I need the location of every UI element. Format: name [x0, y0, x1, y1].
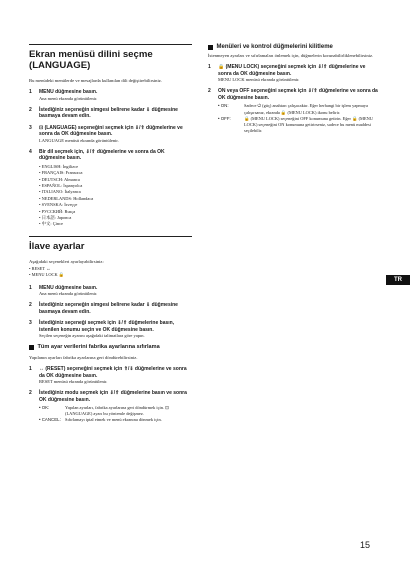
list-item: • MENU LOCK 🔒 [29, 272, 65, 278]
list-item: • RESET ↔ [29, 265, 51, 271]
step-body [39, 320, 192, 339]
option-definition [39, 405, 192, 417]
step-instruction: Bir dil seçmek için, ⇓/⇑ düğmelerine ve sonra da OK düğmesine basın. [39, 148, 165, 162]
lock-steps [208, 64, 378, 101]
step-note: RESET menüsü ekranda görüntülenir. [39, 379, 108, 385]
step-number: 1 [29, 366, 32, 373]
page-number: 15 [360, 540, 371, 550]
step-instruction: İstediğiniz seçeneği seçmek için ⇓/⇑ düğmelerine basın, istenilen konumu seçin ve OK düğmesine basın. [39, 320, 175, 333]
step-note: LANGUAGE menüsü ekranda görüntülenir. [39, 137, 119, 143]
step-instruction: İstediğiniz seçeneğin simgesi belirene kadar ⇓ düğmesine basmaya devam edin. [39, 106, 178, 120]
option-definition [218, 116, 378, 134]
section-title-language: Ekran menüsü dilini seçme (LANGUAGE) [29, 49, 153, 72]
step-body [39, 149, 192, 162]
step-instruction: ↔ (RESET) seçeneğini seçmek için ⇑/⇓ düğmelerine ve sonra da OK düğmesine basın. [39, 366, 187, 379]
list-item: • ENGLISH: İngilizce [39, 163, 79, 169]
reset-intro: Yapılanın ayarları fabrika ayarlarına geri döndürebilirsiniz. [29, 354, 138, 360]
option-desc: 🔒 (MENU LOCK) seçeneğini OFF konumuna getirin. Eğer 🔒 (MENU LOCK) seçeneğini ON konumuna getirirseniz, sadece bu menü maddesi seçilebilir. [244, 115, 373, 134]
lock-intro: İstenmeyen ayarları ve sıfırlamaları önlemek için, düğmelerin korunabilirliklenebilirsiniz. [208, 53, 374, 59]
reset-subheading: Tüm ayar verilerini fabrika ayarlarına sıfırlama [29, 344, 192, 351]
step-number: 4 [29, 148, 32, 155]
step-instruction: ON veya OFF seçeneğini seçmek için ⇓/⇑ düğmelerine ve sonra da OK düğmesine basın. [218, 88, 378, 101]
step-instruction: İstediğiniz modu seçmek için ⇓/⇑ düğmelerine basın ve sonra OK düğmesine basın. [39, 390, 187, 403]
step-number: 2 [29, 390, 32, 397]
step-number: 2 [208, 88, 211, 95]
step-item [29, 390, 192, 403]
list-item: • 中文: Çince [39, 221, 63, 227]
reset-steps [29, 366, 192, 403]
step-item [208, 88, 378, 101]
step-instruction: 🔒 (MENU LOCK) seçeneğini seçmek için ⇓/⇑ düğmelerine ve sonra da OK düğmesine basın. [218, 64, 366, 77]
list-item: • РУССКИЙ: Rusça [39, 208, 76, 214]
step-number: 1 [29, 89, 32, 96]
step-item [29, 320, 192, 339]
square-bullet-icon [208, 45, 213, 50]
section-intro: Bu menüdeki menülerde ve mesajlarda kullanılan dili değiştirebilirsiniz. [29, 78, 162, 84]
section-title-extra: İlave ayarlar [29, 240, 85, 252]
list-item: • ESPAÑOL: İspanyolca [39, 183, 83, 188]
option-definition [39, 417, 192, 423]
step-instruction: MENU düğmesine basın. [39, 89, 98, 96]
step-body [39, 89, 192, 102]
language-tab-tr: TR [386, 275, 410, 285]
lock-subheading: Menüleri ve kontrol düğmelerini kilitleme [208, 44, 378, 51]
option-key: • CANCEL: [39, 417, 61, 423]
language-list [39, 164, 192, 228]
step-number: 3 [29, 124, 32, 131]
language-steps [29, 89, 192, 162]
step-item [29, 149, 192, 162]
list-item: • DEUTSCH: Almanca [39, 176, 80, 182]
step-item [29, 285, 192, 298]
step-instruction: ⊡ (LANGUAGE) seçeneğini seçmek için ⇓/⇑ düğmelerine ve sonra da OK düğmesine basın. [39, 124, 183, 138]
step-number: 2 [29, 106, 32, 113]
step-note: Seçilen seçeneğin ayarını aşağıdaki talimatlara göre yapın. [39, 333, 145, 339]
step-number: 1 [208, 64, 211, 71]
list-item: • NEDERLANDS: Hollandaca [39, 195, 94, 201]
list-item: • ITALIANO: İtalyanca [39, 189, 81, 195]
step-body [39, 125, 192, 144]
extra-items-list [29, 266, 192, 279]
step-body [218, 88, 378, 101]
option-definition [218, 103, 378, 115]
extra-steps [29, 285, 192, 340]
section-rule [29, 236, 192, 237]
top-rule [29, 44, 192, 45]
step-item [29, 125, 192, 144]
step-item [208, 64, 378, 83]
list-item: • FRANÇAIS: Fransızca [39, 170, 83, 176]
step-item [29, 302, 192, 315]
step-body [218, 64, 378, 83]
step-item [29, 107, 192, 120]
extra-intro: Aşağıdaki seçenekleri ayarlayabilirsiniz: [29, 258, 104, 264]
step-number: 3 [29, 320, 32, 327]
option-desc: Sıfırlamayı iptal etmek ve menü ekranına dönmek için. [65, 417, 162, 423]
step-number: 2 [29, 302, 32, 309]
list-item: • SVENSKA: İsveççe [39, 202, 78, 208]
step-body [39, 302, 192, 315]
step-note: Ana menü ekranda görüntülenir. [39, 95, 98, 101]
step-number: 1 [29, 284, 32, 291]
option-desc: Yapılan ayarları, fabrika ayarlarına geri döndürmek için. ⊡ (LANGUAGE) ayarı bu yöntemle değişmez. [65, 405, 169, 417]
list-item: • 日本語: Japonca [39, 214, 72, 220]
step-body [39, 390, 192, 403]
step-body [39, 285, 192, 298]
option-key: • ON: [218, 103, 229, 109]
step-body [39, 366, 192, 385]
step-note: Ana menü ekranda görüntülenir. [39, 291, 98, 297]
step-instruction: MENU düğmesine basın. [39, 284, 98, 291]
reset-options [39, 405, 192, 423]
option-key: • OFF: [218, 115, 231, 121]
option-desc: Sadece ⏻ (güç) anahtarı çalışacaktır. Eğer herhangi bir işlem yapmaya çalışırsanız, ekranda 🔒 (MENU LOCK) ikonu belirir. [244, 103, 368, 115]
step-item [29, 366, 192, 385]
step-note: MENU LOCK menüsü ekranda görüntülenir. [218, 77, 300, 83]
option-key: • OK: [39, 405, 50, 411]
lock-options [218, 103, 378, 134]
square-bullet-icon [29, 345, 34, 350]
step-instruction: İstediğiniz seçeneğin simgesi belirene kadar ⇓ düğmesine basmaya devam edin. [39, 302, 178, 315]
left-column [29, 44, 192, 424]
step-body [39, 107, 192, 120]
step-item [29, 89, 192, 102]
right-column [208, 44, 378, 134]
